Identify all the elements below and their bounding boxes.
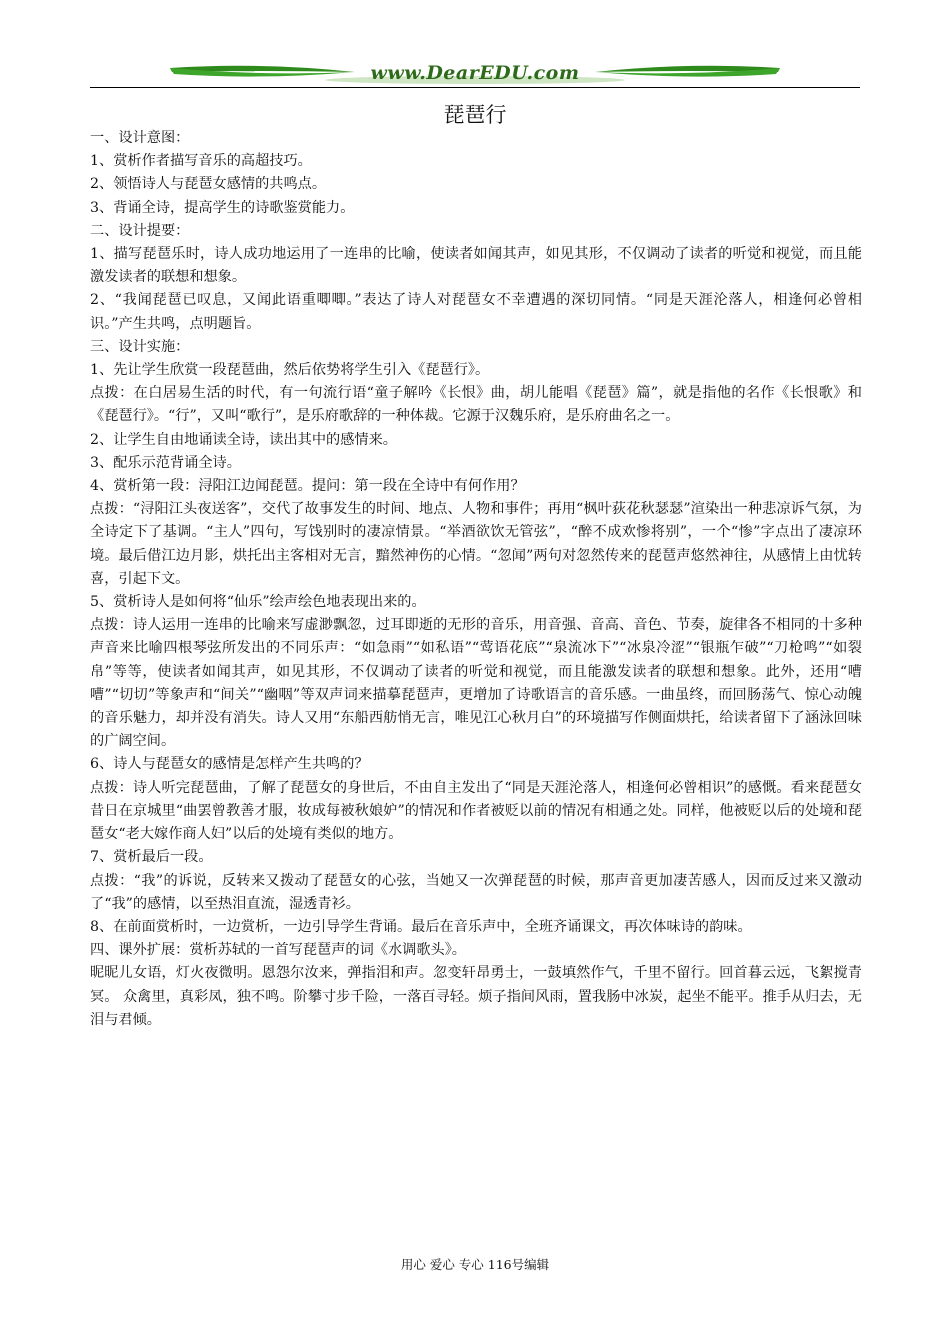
paragraph: 3、背诵全诗，提高学生的诗歌鉴赏能力。 [90,199,355,216]
paragraph: 三、设计实施： [90,338,190,355]
paragraph: 2、“我闻琵琶已叹息，又闻此语重唧唧。”表达了诗人对琵琶女不幸遭遇的深切同情。“同是天涯沦落人，相逢何必曾相识。”产生共鸣，点明题旨。 [90,292,862,332]
paragraph: 1、描写琵琶乐时，诗人成功地运用了一连串的比喻，使读者如闻其声，如见其形，不仅调动了读者的听觉和视觉，而且能激发读者的联想和想象。 [90,246,862,286]
body-text [90,127,862,1032]
paragraph: 点拨：诗人听完琵琶曲，了解了琵琶女的身世后，不由自主发出了“同是天涯沦落人，相逢何必曾相识”的感慨。看来琵琶女昔日在京城里“曲罢曾教善才服，妆成每被秋娘妒”的情况和作者被贬以前的情况有相通之处。同样，他被贬以后的处境和琵琶女“老大嫁作商人妇”以后的处境有类似的地方。 [90,779,862,843]
paragraph: 1、赏析作者描写音乐的高超技巧。 [90,153,312,170]
header-rule [90,87,860,88]
paragraph: 昵昵儿女语，灯火夜微明。恩怨尔汝来，弹指泪和声。忽变轩昂勇士，一鼓填然作气，千里不留行。回首暮云远，飞絮搅青冥。 众禽里，真彩凤，独不鸣。阶攀寸步千险，一落百寻轻。烦子指间风雨，置我肠中冰炭，起坐不能平。推手从归去，无泪与君倾。 [90,965,862,1028]
paragraph: 点拨：诗人运用一连串的比喻来写虚渺飘忽，过耳即逝的无形的音乐，用音强、音高、音色、节奏，旋律各不相同的十多种声音来比喻四根琴弦所发出的不同乐声：“如急雨”“如私语”“莺语花底”“泉流冰下”“冰泉冷涩”“银瓶乍破”“刀枪鸣”“如裂帛”等等，使读者如闻其声，如见其形，不仅调动了读者的听觉和视觉，而且能激发读者的联想和想象。此外，还用“嘈嘈”“切切”等象声和“间关”“幽咽”等双声词来描摹琵琶声，更增加了诗歌语言的音乐感。一曲虽终，而回肠荡气、惊心动魄的音乐魅力，却并没有消失。诗人又用“东船西舫悄无言，唯见江心秋月白”的环境描写作侧面烘托，给读者留下了涵泳回味的广阔空间。 [90,617,862,750]
page-title: 琵琶行 [443,103,507,127]
paragraph: 点拨：“浔阳江头夜送客”，交代了故事发生的时间、地点、人物和事件；再用“枫叶荻花秋瑟瑟”渲染出一种悲凉诉气氛，为全诗定下了基调。“主人”四句，写饯别时的凄凉情景。“举酒欲饮无管弦”，“醉不成欢惨将别”，一个“惨”字点出了凄凉环境。最后借江边月影，烘托出主客相对无言，黯然神伤的心情。“忽闻”两句对忽然传来的琵琶声悠然神往，从感情上由忧转喜，引起下文。 [90,501,862,587]
paragraph: 1、先让学生欣赏一段琵琶曲，然后依势将学生引入《琵琶行》。 [90,362,490,379]
paragraph: 3、配乐示范背诵全诗。 [90,454,241,471]
paragraph: 7、赏析最后一段。 [90,849,213,866]
site-logo-text: www.DearEDU.com [370,62,580,84]
paragraph: 点拨：在白居易生活的时代，有一句流行语“童子解吟《长恨》曲，胡儿能唱《琵琶》篇”，就是指他的名作《长恨歌》和《琵琶行》。“行”，又叫“歌行”，是乐府歌辞的一种体裁。它源于汉魏乐府，是乐府曲名之一。 [90,385,862,425]
paragraph: 5、赏析诗人是如何将“仙乐”绘声绘色地表现出来的。 [90,594,426,611]
paragraph: 4、赏析第一段：浔阳江边闻琵琶。提问：第一段在全诗中有何作用？ [90,478,525,495]
paragraph: 一、设计意图： [90,130,190,146]
paragraph: 点拨：“我”的诉说，反转来又拨动了琵琶女的心弦，当她又一次弹琵琶的时候，那声音更加凄苦感人，因而反过来又激动了“我”的感情，以至热泪直流，湿透青衫。 [90,872,862,912]
paragraph: 6、诗人与琵琶女的感情是怎样产生共鸣的？ [90,756,369,773]
page-footer: 用心 爱心 专心 116号编辑 [400,1257,550,1272]
paragraph: 二、设计提要： [90,222,190,239]
paragraph: 四、课外扩展：赏析苏轼的一首写琵琶声的词《水调歌头》。 [90,942,466,959]
paragraph: 8、在前面赏析时，一边赏析，一边引导学生背诵。最后在音乐声中，全班齐诵课文，再次体味诗的韵味。 [90,918,752,935]
paragraph: 2、让学生自由地诵读全诗，读出其中的感情来。 [90,431,397,448]
paragraph: 2、领悟诗人与琵琶女感情的共鸣点。 [90,176,327,193]
